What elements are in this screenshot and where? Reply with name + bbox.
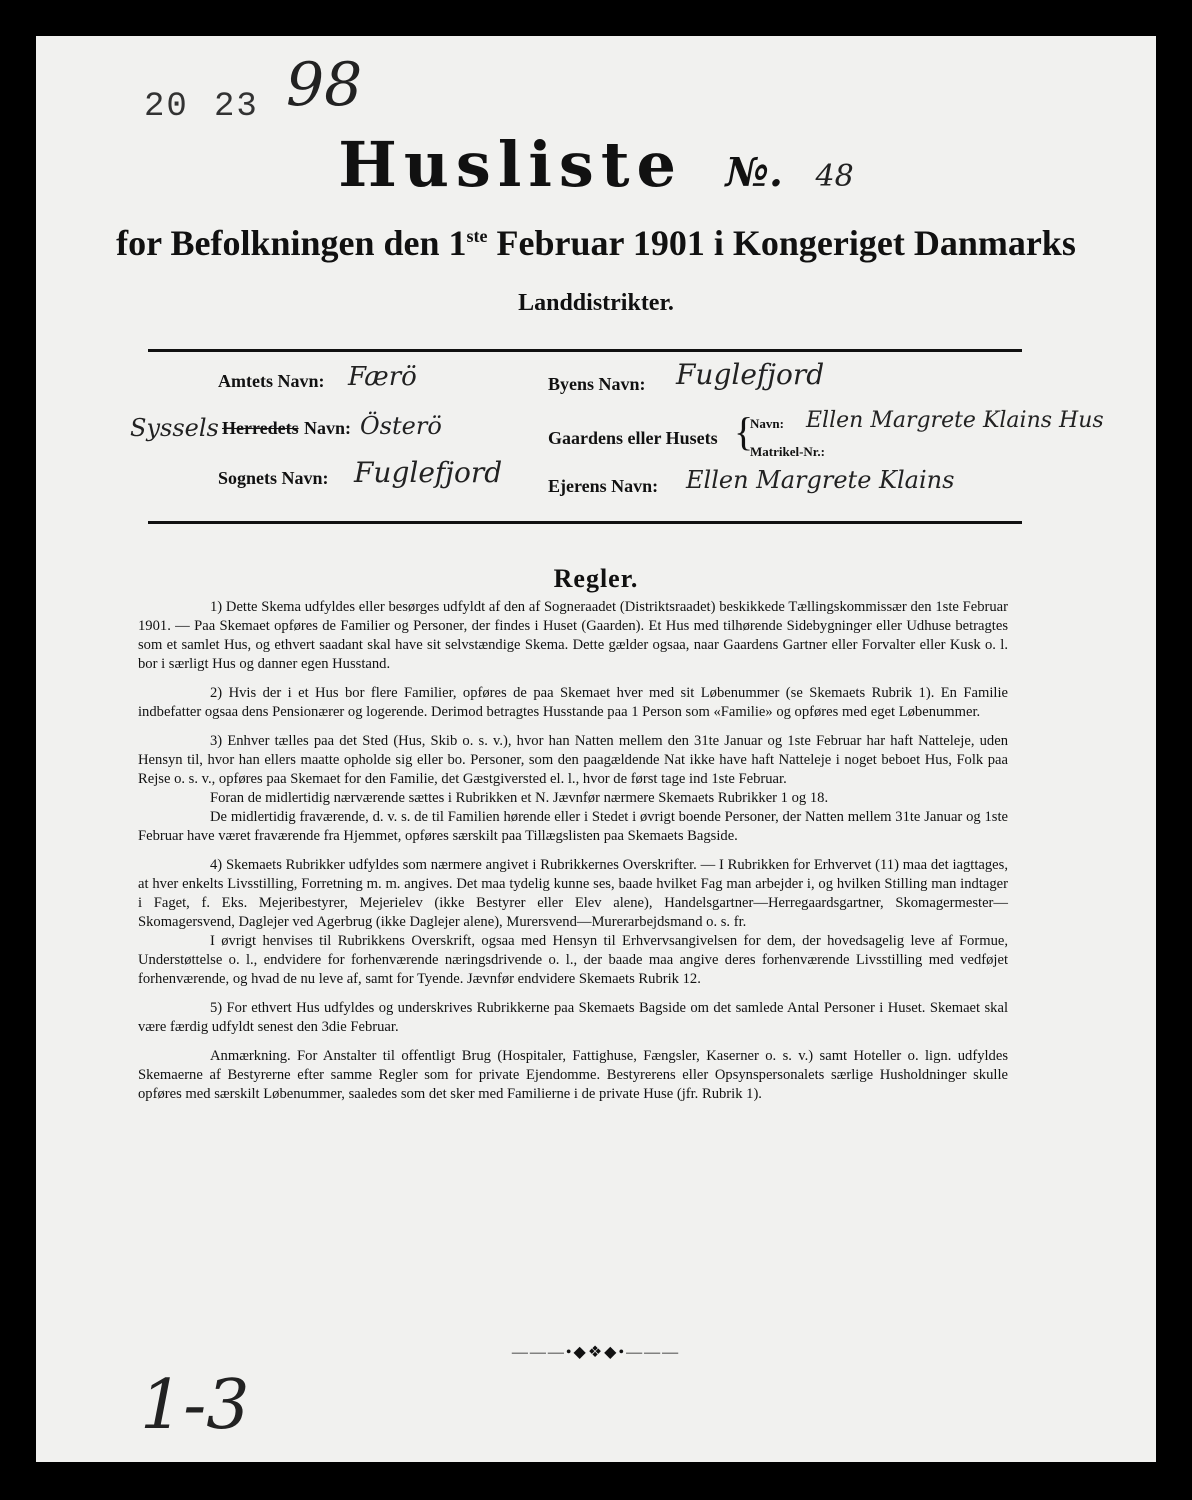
ejer-value: Ellen Margrete Klains bbox=[686, 466, 955, 494]
number-label: №. bbox=[725, 149, 783, 196]
amt-label: Amtets Navn: bbox=[218, 371, 325, 391]
gaard-navn-value: Ellen Margrete Klains Hus bbox=[806, 408, 1104, 433]
herred-label: Navn: bbox=[304, 418, 352, 438]
ejer-label: Ejerens Navn: bbox=[548, 476, 659, 496]
by-value: Fuglefjord bbox=[676, 358, 825, 391]
herred-value: Österö bbox=[360, 412, 442, 440]
subtitle-pre: for Befolkningen den 1 bbox=[116, 223, 467, 263]
ornament-divider: ———•◆❖◆•——— bbox=[511, 1344, 681, 1361]
subtitle-sup: ste bbox=[466, 226, 488, 246]
stamp-number-b: 23 bbox=[214, 88, 259, 126]
rule-4-note: I øvrigt henvises til Rubrikkens Overskrift, ogsaa med Hensyn til Erhvervsangivelsen for dem, der hovedsagelig leve af Formue, Understøttelse o. l., endvidere for forhenværende næringsdrivende o. l., der baade maa angive deres forhenværende Livsstilling med vedføjet forhenværende, og hvad de nu leve af, samt for Tyende. Jævnfør endvidere Skemaets Rubrik 12. bbox=[138, 933, 1008, 987]
gaard-label: Gaardens eller Husets bbox=[548, 428, 718, 448]
rules-body bbox=[138, 598, 1008, 1114]
subtitle-post: Februar 1901 i Kongeriget Danmarks bbox=[487, 223, 1076, 263]
gaard-brace: { bbox=[734, 409, 754, 454]
rules-title: Regler. bbox=[553, 564, 639, 593]
rule-3: 3) Enhver tælles paa det Sted (Hus, Skib o. s. v.), hvor han Natten mellem den 31te Januar og 1ste Februar har haft Natteleje, uden Hensyn til, hvor han ellers maatte opholde sig eller bo. Personer, som den paagældende Nat ikke have haft Natteleje i noget beboet Hus, Folk paa Rejse o. s. v., opføres paa Skemaet for den Familie, det Gæstgiversted el. l., hvor de først tage ind 1ste Februar. bbox=[138, 733, 1008, 787]
subtitle bbox=[36, 222, 1156, 264]
page-title bbox=[36, 128, 1156, 201]
rule-3-note-present: Foran de midlertidig nærværende sættes i Rubrikken et N. Jævnfør nærmere Skemaets Rubrikker 1 og 18. bbox=[210, 790, 829, 806]
by-label: Byens Navn: bbox=[548, 374, 646, 394]
census-form-page bbox=[36, 36, 1156, 1462]
stamp-number-a: 20 bbox=[144, 88, 189, 126]
handwritten-number: 98 bbox=[286, 50, 363, 120]
title-text: Husliste bbox=[338, 128, 683, 201]
rule-3-note-absent: De midlertidig fraværende, d. v. s. de til Familien hørende eller i Stedet i øvrigt boende Personer, der Natten mellem 31te Januar og 1ste Februar have været fraværende fra Hjemmet, opføres særskilt paa Tillægslisten paa Skemaets Bagside. bbox=[138, 809, 1008, 844]
subtitle-districts: Landdistrikter. bbox=[518, 290, 674, 316]
rule-remark: Anmærkning. For Anstalter til offentligt Brug (Hospitaler, Fattighuse, Fængsler, Kaserner o. s. v.) samt Hoteller o. lign. udfyldes Skemaerne af Bestyrerne efter samme Regler som for private Ejendomme. Bestyrerens eller Opsynspersonalets særlige Husholdninger skulle opføres med særskilt Løbenummer, saaledes som det sker med Familierne i de private Huse (jfr. Rubrik 1). bbox=[138, 1048, 1008, 1102]
matrikel-label: Matrikel-Nr.: bbox=[750, 444, 825, 459]
gaard-navn-label: Navn: bbox=[750, 416, 784, 431]
sogn-value: Fuglefjord bbox=[354, 456, 503, 489]
rule-2: 2) Hvis der i et Hus bor flere Familier, opføres de paa Skemaet hver med sit Løbenummer (se Skemaets Rubrik 1). En Familie indbefatter ogsaa dens Pensionærer og logerende. Derimod betragtes Husstande paa 1 Person som «Familie» og opføres med eget Løbenummer. bbox=[138, 685, 1008, 720]
amt-value: Færö bbox=[348, 362, 417, 392]
number-value: 48 bbox=[815, 159, 854, 194]
rule-1: 1) Dette Skema udfyldes eller besørges udfyldt af den af Sogneraadet (Distriktsraadet) beskikkede Tællingskommissær den 1ste Februar 1901. — Paa Skemaet opføres de Familier og Personer, der findes i Huset (Gaarden). Et Hus med tilhørende Sidebygninger eller Udhuse betragtes som et samlet Hus, og ethvert saadant skal have sit selvstændige Skema. Dette gælder ogsaa, naar Gaardens Gartner eller Forvalter eller Kusk o. l. bor i særligt Hus og danner egen Husstand. bbox=[138, 599, 1008, 672]
herred-prefix: Syssels bbox=[130, 414, 219, 442]
form-divider bbox=[148, 521, 1022, 524]
rule-5: 5) For ethvert Hus udfyldes og underskrives Rubrikkerne paa Skemaets Bagside om det samlede Antal Personer i Huset. Skemaet skal være færdig udfyldt senest den 3die Februar. bbox=[138, 1000, 1008, 1035]
sogn-label: Sognets Navn: bbox=[218, 468, 329, 488]
herred-label-struck: Herredets bbox=[222, 418, 299, 438]
handwritten-bottom-note: 1-3 bbox=[140, 1366, 250, 1445]
top-divider bbox=[148, 349, 1022, 352]
rule-4: 4) Skemaets Rubrikker udfyldes som nærmere angivet i Rubrikkernes Overskrifter. — I Rubrikken for Erhvervet (11) maa det iagttages, at hver enkelts Livsstilling, Forretning m. m. angives. Det maa tydelig kunne ses, baade hvilket Fag man arbejder i, og hvilken Stilling man indtager i Faget, f. Eks. Mejeribestyrer, Mejerielev (ikke Bestyrer eller Elev alene), Handelsgartner—Herregaardsgartner, Skomagermester—Skomagersvend, Daglejer ved Agerbrug (ikke Daglejer alene), Murersvend—Murerarbejdsmand o. s. fr. bbox=[138, 857, 1008, 930]
